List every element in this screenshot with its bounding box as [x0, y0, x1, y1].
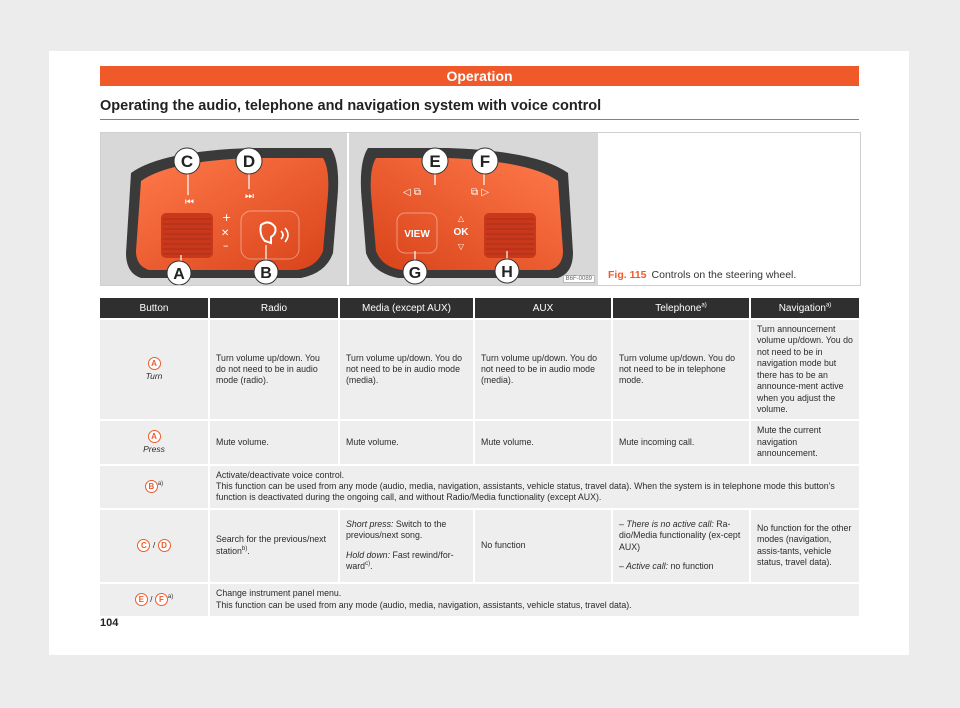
left-controls-photo — [101, 133, 347, 285]
right-controls-photo — [349, 133, 598, 285]
tel-no-call-label: – There is no active call: — [619, 519, 714, 530]
aux-cell: No function — [475, 510, 613, 582]
callout-a-label: A — [173, 266, 185, 283]
header-aux: AUX — [475, 298, 613, 318]
button-cell — [100, 421, 210, 463]
callout-h-label: H — [501, 264, 513, 281]
callout-b-label: B — [260, 265, 272, 282]
button-badge: A — [148, 430, 161, 443]
button-badge: C — [137, 539, 150, 552]
header-telephone-text: Telephone — [655, 302, 702, 314]
button-action: Turn — [145, 371, 163, 382]
table-row — [100, 320, 859, 419]
page-number: 104 — [100, 617, 119, 629]
figure-caption — [608, 269, 796, 281]
button-badge-group — [137, 540, 170, 550]
button-action: Press — [143, 443, 165, 454]
header-telephone-note: a) — [701, 302, 707, 309]
image-code: B6F-0089 — [563, 275, 595, 283]
svg-text:⧉ ▷: ⧉ ▷ — [471, 187, 490, 198]
navigation-cell: Turn announcement volume up/down. You do not need to be in navigation mode but there has to be an announce-ment active when you adjust the volume. — [751, 320, 859, 419]
tel-active-text: no function — [668, 561, 714, 572]
svg-text:⏭: ⏭ — [245, 191, 254, 202]
telephone-cell: Turn volume up/down. You do not need to be in telephone mode. — [613, 320, 751, 419]
button-badge: A — [148, 357, 161, 370]
callout-d — [236, 148, 262, 174]
page-title: Operating the audio, telephone and navigation system with voice control — [100, 98, 859, 120]
svg-text:◁ ⧉: ◁ ⧉ — [403, 187, 422, 198]
steering-wheel-figure — [100, 132, 861, 286]
callout-g — [403, 260, 427, 284]
tel-no-call-text: Ra-dio/Media functionality (ex-cept AUX) — [619, 519, 741, 552]
aux-cell: Mute volume. — [475, 421, 613, 463]
section-header — [100, 66, 859, 86]
button-badge-group — [135, 594, 173, 604]
media-hold-end: . — [370, 561, 373, 572]
manual-page — [49, 51, 909, 655]
description-line: This function can be used from any mode (audio, media, navigation, assistants, vehicle status, travel data). When the system is in telephone mode this button's function is deactivated during the ongoing call, and without Radio/Media functionality (except AUX). — [216, 481, 835, 503]
radio-cell — [210, 510, 340, 582]
navigation-cell: Mute the current navigation announcement. — [751, 421, 859, 463]
aux-cell: Turn volume up/down. You do not need to be in audio mode (media). — [475, 320, 613, 419]
controls-table — [100, 296, 859, 618]
callout-e — [422, 148, 448, 174]
header-media: Media (except AUX) — [340, 298, 475, 318]
view-key-label: VIEW — [404, 229, 430, 240]
button-badge: F — [155, 593, 168, 606]
media-cell — [340, 510, 475, 582]
callout-e-label: E — [429, 152, 441, 171]
header-telephone — [613, 298, 751, 318]
header-radio: Radio — [210, 298, 340, 318]
button-badge: B — [145, 480, 158, 493]
media-short-label: Short press: — [346, 519, 394, 530]
telephone-cell — [613, 510, 751, 582]
svg-text:⏮: ⏮ — [185, 197, 194, 208]
section-header-text: Operation — [446, 68, 513, 84]
callout-d-label: D — [242, 152, 256, 171]
header-navigation-note: a) — [825, 302, 832, 309]
table-row — [100, 421, 859, 463]
table-row — [100, 584, 859, 616]
description-line: Change instrument panel menu. — [216, 588, 342, 599]
ok-key-label: OK — [453, 227, 469, 238]
callout-c-label: C — [180, 152, 194, 171]
callout-b — [254, 260, 278, 284]
button-note: a) — [157, 481, 164, 488]
svg-text:△: △ — [457, 214, 465, 223]
button-cell — [100, 510, 210, 582]
media-hold-label: Hold down: — [346, 549, 391, 560]
media-hold-text: Fast rewind/for-ward — [346, 549, 454, 572]
figure-number: Fig. 115 — [608, 269, 647, 281]
table-header-row — [100, 298, 859, 318]
callout-c — [174, 148, 200, 174]
radio-end: . — [247, 545, 250, 556]
callout-f — [472, 148, 498, 174]
full-width-cell — [210, 584, 859, 616]
button-cell — [100, 584, 210, 616]
table-row — [100, 510, 859, 582]
header-navigation — [751, 298, 859, 318]
radio-text: Search for the previous/next station — [216, 534, 327, 556]
description-line: This function can be used from any mode (audio, media, navigation, assistants, vehicle status, travel data). — [216, 599, 632, 610]
button-note: a) — [167, 594, 174, 601]
svg-text:+: + — [222, 211, 232, 224]
radio-note: b) — [241, 545, 248, 552]
button-cell — [100, 320, 210, 419]
radio-cell: Mute volume. — [210, 421, 340, 463]
full-width-cell — [210, 466, 859, 508]
callout-a — [167, 261, 191, 285]
media-cell: Turn volume up/down. You do not need to be in audio mode (media). — [340, 320, 475, 419]
callout-h — [495, 259, 519, 283]
button-cell — [100, 466, 210, 508]
header-button: Button — [100, 298, 210, 318]
radio-cell: Turn volume up/down. You do not need to be in audio mode (radio). — [210, 320, 340, 419]
button-badge: D — [158, 539, 171, 552]
svg-text:▽: ▽ — [457, 242, 465, 251]
callout-f-label: F — [479, 152, 491, 171]
figure-caption-text: Controls on the steering wheel. — [651, 269, 797, 281]
badge-separator: / — [152, 540, 156, 551]
button-badge: E — [135, 593, 148, 606]
media-short-text: Switch to the previous/next song. — [346, 519, 447, 541]
tel-active-label: – Active call: — [619, 561, 669, 572]
callout-g-label: G — [408, 265, 422, 282]
navigation-cell: No function for the other modes (navigation, assis-tants, vehicle status, travel data). — [751, 510, 859, 582]
media-hold-note: c) — [365, 561, 371, 568]
badge-separator: / — [150, 594, 153, 605]
svg-text:✕: ✕ — [221, 228, 230, 239]
description-line: Activate/deactivate voice control. — [216, 469, 345, 480]
table-row — [100, 466, 859, 508]
svg-text:–: – — [223, 239, 229, 252]
header-navigation-text: Navigation — [778, 302, 826, 314]
media-cell: Mute volume. — [340, 421, 475, 463]
telephone-cell: Mute incoming call. — [613, 421, 751, 463]
